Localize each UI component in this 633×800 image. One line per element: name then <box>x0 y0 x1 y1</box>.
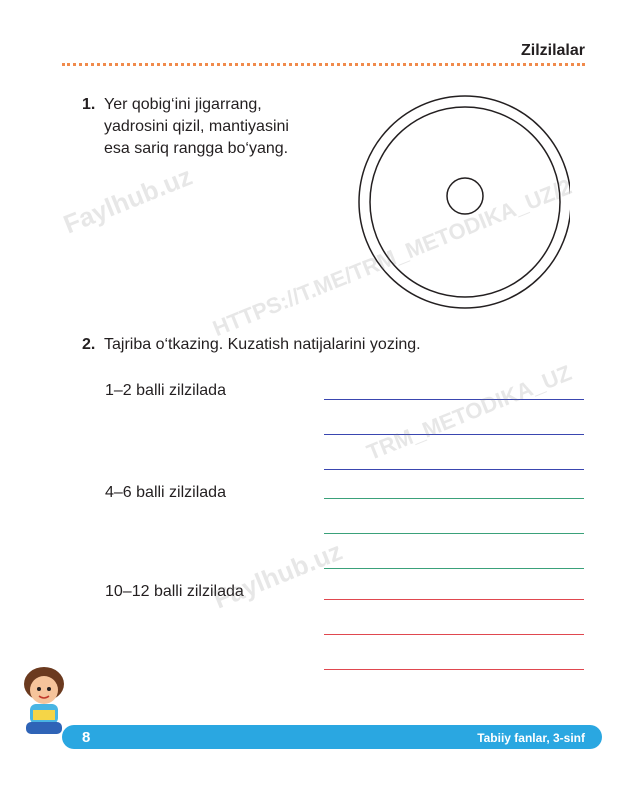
task-1-text <box>104 94 334 160</box>
book-title: Tabiiy fanlar, 3-sinf <box>477 731 585 745</box>
answer-line[interactable] <box>324 434 584 435</box>
watermark: TRM_METODIKA_UZ <box>363 360 575 466</box>
task-2 <box>82 334 502 356</box>
dotted-divider <box>62 63 585 66</box>
row-label-1-2: 1–2 balli zilzilada <box>105 382 226 399</box>
watermark: HTTPS://T.ME/TRM_METODIKA_UZ/2 <box>209 173 576 342</box>
task-2-number: 2. <box>82 336 96 353</box>
row-label-4-6: 4–6 balli zilzilada <box>105 484 226 501</box>
earth-mantle-outline <box>370 107 560 297</box>
page-title: Zilzilalar <box>520 42 585 59</box>
answer-line[interactable] <box>324 469 584 470</box>
earth-core-outline <box>447 178 483 214</box>
watermark: Faylhub.uz <box>59 160 197 240</box>
earth-layers-diagram <box>350 92 570 312</box>
task-1-line: yadrosini qizil, mantiyasini <box>104 118 289 135</box>
answer-line[interactable] <box>324 498 584 499</box>
answer-line[interactable] <box>324 669 584 670</box>
page-number: 8 <box>82 729 91 746</box>
answer-line[interactable] <box>324 634 584 635</box>
answer-line[interactable] <box>324 568 584 569</box>
earth-crust-outline <box>359 96 570 308</box>
watermark: Faylhub.uz <box>209 535 347 615</box>
task-1-line: esa sariq rangga bo‘yang. <box>104 140 289 157</box>
task-2-text: Tajriba o‘tkazing. Kuzatish natijalarini yozing. <box>104 336 421 353</box>
task-1-number: 1. <box>82 96 96 113</box>
answer-line[interactable] <box>324 533 584 534</box>
answer-line[interactable] <box>324 599 584 600</box>
row-label-10-12: 10–12 balli zilzilada <box>105 583 244 600</box>
answer-line[interactable] <box>324 399 584 400</box>
task-1-line: Yer qobig‘ini jigarrang, <box>104 96 262 113</box>
task-1 <box>82 94 342 160</box>
